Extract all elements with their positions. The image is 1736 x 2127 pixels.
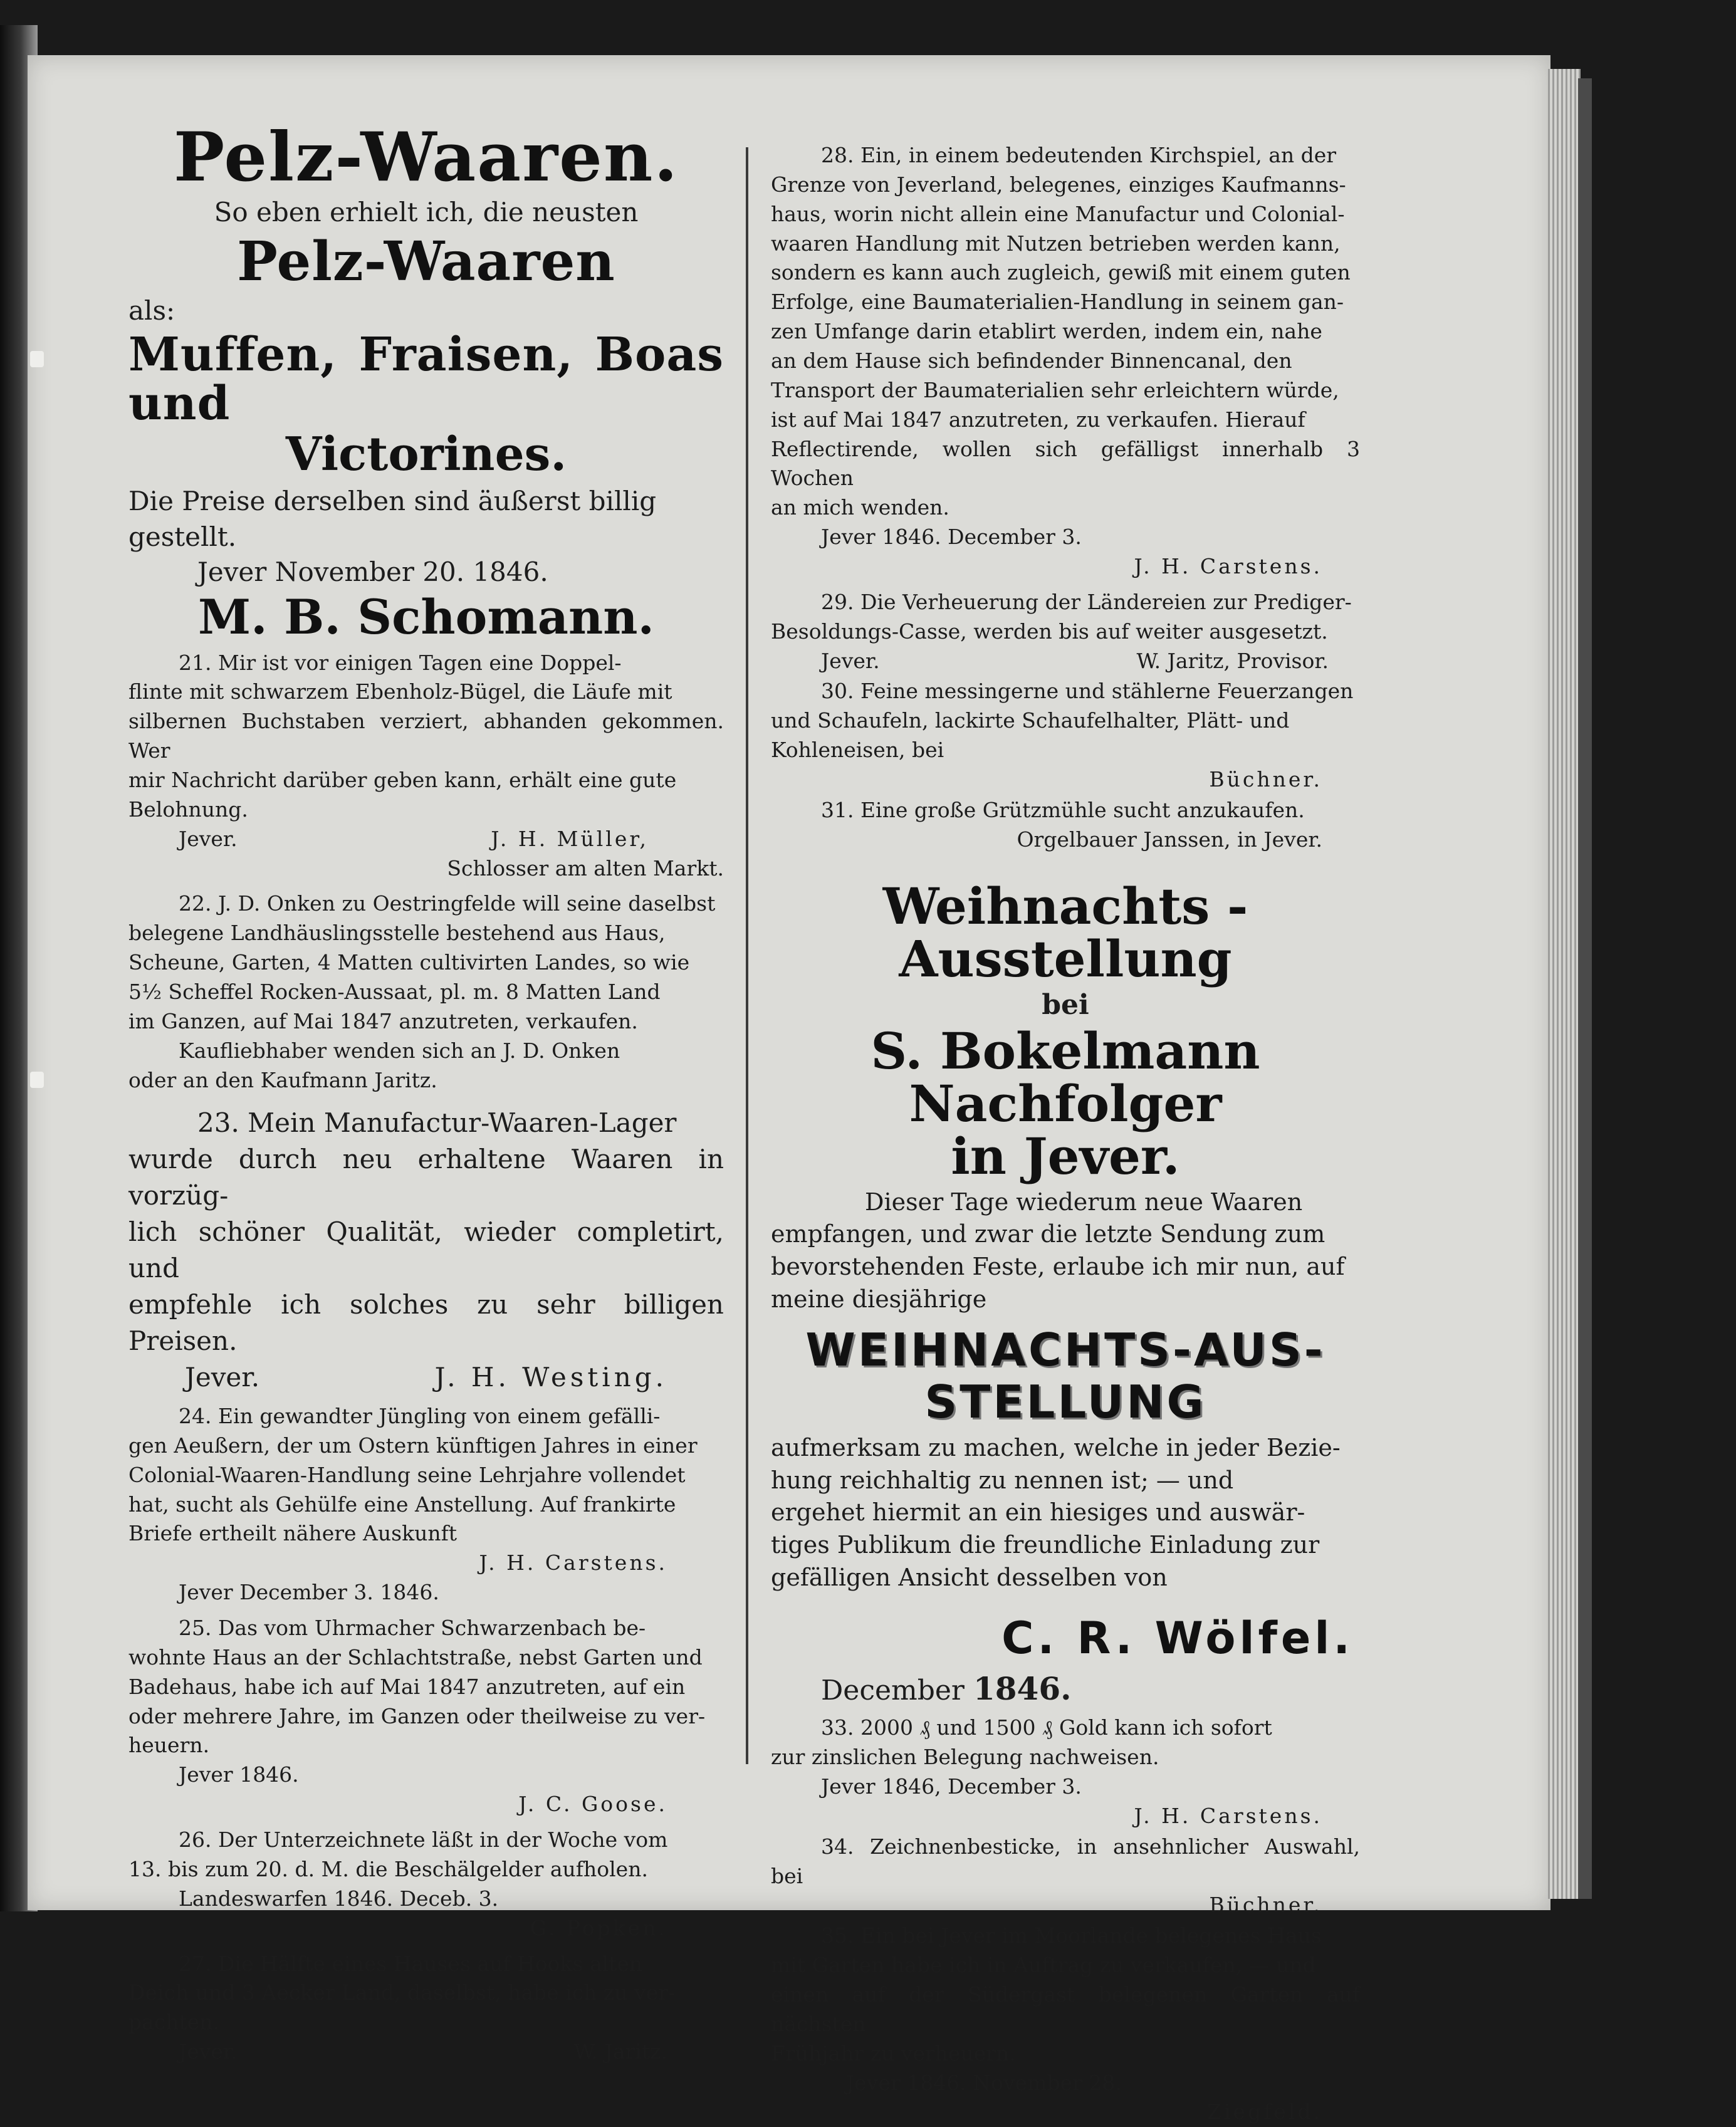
ad-heading-caps-line: WEIHNACHTS-AUS-: [805, 1324, 1326, 1377]
ad-28: [771, 141, 1360, 582]
ad-line: Briefe ertheilt nähere Auskunft: [128, 1521, 458, 1546]
ad-title: Weihnachts - Ausstellung: [882, 876, 1248, 988]
ad-weihnachts-ausstellung: [771, 876, 1360, 1708]
ad-line: oder an den Kaufmann Jaritz.: [128, 1067, 437, 1092]
ad-signature-row: [771, 647, 1360, 676]
ad-line: 27. Die Hälfte eines Hauses auf Hooks alten: [179, 1951, 643, 1976]
ad-date: Jever 1846.: [179, 1762, 299, 1787]
ad-signer: J. C. Goose.: [518, 1792, 667, 1817]
ad-signature-row: [128, 825, 724, 854]
ad-text: Die Preise derselben sind äußerst billig: [128, 485, 657, 516]
ad-signer: G. Popken.: [530, 1915, 667, 1940]
ad-signer: W. Jaritz.: [573, 2039, 667, 2064]
ad-line: 30. Feine messingerne und stählerne Feuerzangen: [821, 679, 1354, 704]
ad-line: 5½ Scheffel Rocken-Aussaat, pl. m. 8 Matten Land: [128, 979, 661, 1004]
ad-line: Grenze von Jeverland, belegenes, einziges Kaufmanns-: [771, 172, 1346, 197]
ad-line: gefälligen Ansicht desselben von: [771, 1563, 1168, 1591]
ad-heading-caps: [771, 1324, 1360, 1428]
ad-signer: Ziegfeld.: [1206, 2099, 1322, 2124]
ad-text: gestellt.: [128, 521, 237, 552]
ad-signer: W. Jaritz, Provisor.: [1136, 648, 1329, 673]
ad-line: hat, sucht als Gehülfe eine Anstellung. Auf frankirte: [128, 1492, 676, 1517]
ad-signer: C. R. Wölfel.: [1001, 1612, 1354, 1664]
book-cover-edge: [1578, 78, 1592, 1899]
ad-items: Victorines.: [285, 427, 567, 482]
ad-line: zur zinslichen Belegung nachweisen.: [771, 1745, 1159, 1770]
ad-line: 29. Die Verheuerung der Ländereien zur Prediger-: [821, 589, 1352, 614]
ad-line: Deich und 3 Aecker Land, daselbst, habe ich zu ver-: [128, 1980, 676, 2005]
ad-26: [128, 1826, 724, 1943]
ad-firm: S. Bokelmann Nachfolger: [871, 1021, 1260, 1133]
ad-line: 31. Eine große Grützmühle sucht anzukaufen.: [821, 797, 1305, 822]
ad-line: empfehle ich solches zu sehr billigen Preisen.: [128, 1289, 724, 1357]
binding-hole: [30, 1072, 44, 1088]
ad-line: Erfolge, eine Baumaterialien-Handlung in seinem gan-: [771, 290, 1344, 315]
ad-date: Jever December 3. 1846.: [179, 1580, 439, 1605]
ad-location: Jever.: [179, 2039, 238, 2064]
ad-line: Badehaus, habe ich auf Mai 1847 anzutreten, auf ein: [128, 1674, 686, 1699]
ad-line: 24. Ein gewandter Jüngling von einem gefälli-: [179, 1404, 661, 1429]
ad-line: waaren Handlung mit Nutzen betrieben werden kann,: [771, 231, 1341, 256]
ad-25: [128, 1614, 724, 1819]
ad-line: 26. Der Unterzeichnete läßt in der Woche vom: [179, 1827, 668, 1853]
ad-date: Jever 1846, December 3.: [821, 1774, 1082, 1799]
ad-line: 13. bis zum 20. d. M. die Beschälgelder aufholen.: [128, 1856, 648, 1881]
ad-line: Scheune, Garten, 4 Matten cultivirten Landes, so wie: [128, 950, 690, 975]
ad-line: haus, worin nicht allein eine Manufactur und Colonial-: [771, 201, 1345, 226]
ad-line: pachten.: [128, 2010, 220, 2035]
ad-line: Transport der Baumaterialien sehr erleichtern würde,: [771, 377, 1339, 402]
ad-line: empfangen, und zwar die letzte Sendung zum: [771, 1220, 1326, 1248]
ad-line: im Ganzen, auf Mai 1847 anzutreten, verkaufen.: [128, 1008, 638, 1033]
ad-line: Kohleneisen, bei: [771, 738, 944, 763]
ad-24: [128, 1402, 724, 1607]
ad-date: [821, 1670, 1360, 1707]
ad-line: oder mehrere Jahre, im Ganzen oder theilweise zu ver-: [128, 1703, 706, 1728]
ad-line: mir Nachricht darüber geben kann, erhält eine gute: [128, 767, 677, 792]
ad-line: Reflectirende, wollen sich gefälligst innerhalb 3 Wochen: [771, 436, 1360, 491]
ad-signer: J. H. Carstens.: [479, 1550, 667, 1576]
ad-line: heuern.: [128, 1733, 210, 1758]
ad-line: gen Aeußern, der um Ostern künftigen Jahres in einer: [128, 1433, 698, 1458]
page-edges: [1548, 69, 1581, 1899]
ad-line: silbernen Buchstaben verziert, abhanden gekommen. Wer: [128, 709, 724, 763]
ad-line: sondern es kann auch zugleich, gewiß mit einem guten: [771, 260, 1351, 285]
ad-date-month: December: [821, 1675, 965, 1707]
ad-text: als:: [128, 295, 175, 327]
ad-23: [128, 1105, 724, 1396]
ad-signer: Büchner.: [1209, 1893, 1322, 1918]
ad-title: Pelz-Waaren.: [174, 118, 679, 197]
ad-signer: Orgelbauer Janssen, in Jever.: [1017, 827, 1322, 852]
ad-34: [771, 1832, 1360, 1921]
ad-line: tiges Publikum die freundliche Einladung zur: [771, 1530, 1320, 1559]
ad-line: ist auf Mai 1847 anzutreten, zu verkaufen. Hierauf: [771, 407, 1305, 432]
ad-line: 21. Mir ist vor einigen Tagen eine Doppel-: [179, 650, 622, 675]
ad-33: [771, 1713, 1360, 1831]
ad-body: [771, 1432, 1360, 1594]
ad-date: Landeswarfen 1846. Deceb. 3.: [179, 1886, 499, 1911]
ad-line: an mich wenden.: [771, 495, 949, 520]
ad-line: 25. Das vom Uhrmacher Schwarzenbach be-: [179, 1616, 646, 1641]
ad-line: Besoldungs-Casse, werden bis auf weiter ausgesetzt.: [771, 619, 1328, 644]
ad-line: 22. J. D. Onken zu Oestringfelde will seine daselbst: [179, 891, 716, 916]
ad-date: Jever 1846. December 3.: [821, 525, 1082, 550]
ad-line: Kaufliebhaber wenden sich an J. D. Onken: [179, 1038, 620, 1063]
ad-line: flinte mit schwarzem Ebenholz-Bügel, die Läufe mit: [128, 679, 672, 704]
ad-21: [128, 649, 724, 884]
ad-line: hung reichhaltig zu nennen ist; — und: [771, 1466, 1234, 1494]
ad-location: Jever.: [821, 648, 880, 673]
ad-line: ergehet hiermit an ein hiesiges und auswär-: [771, 1498, 1305, 1527]
ad-text: bei: [1042, 988, 1089, 1021]
ad-27: [128, 1950, 724, 2067]
ad-35: [771, 1921, 1360, 2127]
ad-signer: J. H. Müller,: [491, 826, 649, 851]
binding-hole: [30, 351, 44, 367]
ad-29: [771, 588, 1360, 676]
ad-line: 28. Ein, in einem bedeutenden Kirchspiel, an der: [821, 143, 1337, 167]
ad-line: 33. 2000 ₰ und 1500 ₰ Gold kann ich sofort: [821, 1715, 1272, 1740]
ad-signature-row: [128, 1359, 724, 1396]
ad-line: zen Umfange darin etablirt werden, indem ein, nahe: [771, 319, 1322, 344]
ad-heading-caps-line: STELLUNG: [924, 1376, 1206, 1429]
ad-line: Colonial-Waaren-Handlung seine Lehrjahre vollendet: [128, 1462, 686, 1487]
ad-31: [771, 796, 1360, 855]
ad-22: [128, 889, 724, 1095]
right-column: [771, 122, 1360, 2127]
ad-firm-location: in Jever.: [951, 1126, 1180, 1186]
ad-items: Muffen, Fraisen, Boas und: [128, 327, 724, 431]
ad-date: Jever 1846. November 28.: [846, 2070, 1122, 2095]
ad-signer: Büchner.: [1209, 767, 1322, 792]
ad-line: 23. Mein Manufactur-Waaren-Lager: [197, 1107, 677, 1139]
ad-line: und Schaufeln, lackirte Schaufelhalter, Plätt- und: [771, 708, 1290, 733]
ad-signer-title: Schlosser am alten Markt.: [447, 855, 724, 881]
ad-date: Jever November 20. 1846.: [197, 557, 548, 588]
ad-line: Dieser Tage wiederum neue Waaren: [865, 1188, 1303, 1216]
ad-line: wohnte Haus an der Schlachtstraße, nebst Garten und: [128, 1644, 703, 1670]
ad-signer: J. H. Westing.: [434, 1362, 667, 1393]
ad-line: Frühjahr zu verheuern.: [771, 2041, 1016, 2066]
left-column: [128, 118, 724, 2067]
ad-line: an dem Hause sich befindender Binnencanal, den: [771, 348, 1292, 374]
ad-signature-row: [128, 2037, 724, 2067]
ad-line: bevorstehenden Feste, erlaube ich mir nun, auf: [771, 1252, 1345, 1280]
ad-30: [771, 677, 1360, 794]
ad-line: lich schöner Qualität, wieder completirt, und: [128, 1216, 724, 1284]
ad-text: So eben erhielt ich, die neusten: [214, 197, 639, 228]
ad-line: belegene Landhäuslingsstelle bestehend aus Haus,: [128, 921, 666, 946]
ad-signer: J. H. Carstens.: [1134, 1803, 1322, 1828]
ad-line: mit Garten habe ich in Auftrag zu verkaufen, — und: [771, 1953, 1316, 1978]
ad-body: [771, 1186, 1360, 1316]
ad-line: 35. Ein bei Jever im Moorlande belegenes Haus: [821, 1923, 1322, 1948]
ad-line: wurde durch neu erhaltene Waaren in vorzüg-: [128, 1144, 724, 1211]
column-divider: [746, 147, 748, 1764]
ad-date-year: 1846.: [973, 1670, 1072, 1708]
ad-line: 34. Zeichnenbesticke, in ansehnlicher Auswahl, bei: [771, 1834, 1360, 1888]
ad-line: einen auf der Südergast belegenen Garten auf nächsten: [771, 1982, 1360, 2036]
ad-signer: J. H. Carstens.: [1134, 554, 1322, 579]
ad-location: Jever.: [179, 826, 238, 851]
ad-line: aufmerksam zu machen, welche in jeder Bezie-: [771, 1433, 1341, 1461]
ad-line: Belohnung.: [128, 797, 248, 822]
ad-line: meine diesjährige: [771, 1285, 987, 1313]
ad-pelz-waaren: [128, 118, 724, 645]
ad-location: Jever.: [185, 1362, 260, 1393]
ad-subtitle: Pelz-Waaren: [237, 229, 615, 293]
ad-signer: M. B. Schomann.: [198, 588, 654, 645]
